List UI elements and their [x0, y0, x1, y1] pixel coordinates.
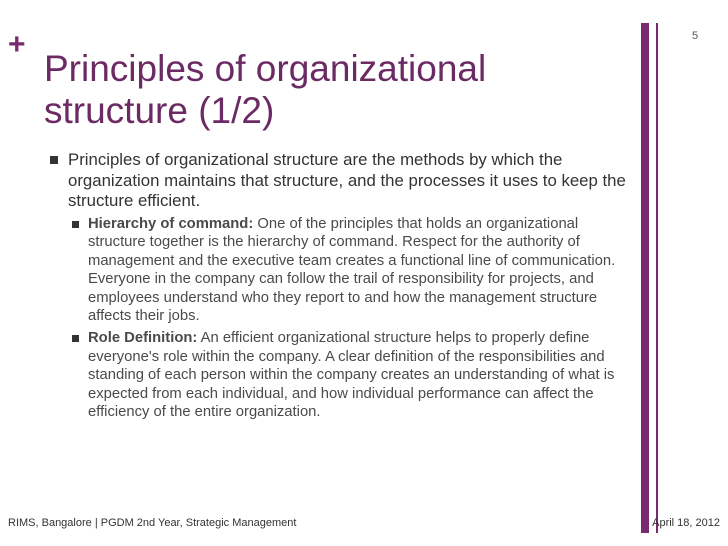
footer-source: RIMS, Bangalore | PGDM 2nd Year, Strategic Management	[8, 517, 297, 529]
square-bullet-icon	[50, 156, 58, 164]
list-item	[46, 150, 636, 422]
sub-bullet-term: Hierarchy of command:	[88, 215, 254, 232]
plus-icon: +	[8, 28, 26, 61]
content-list	[46, 150, 636, 422]
bullet-text: Principles of organizational structure are the methods by which the organization maintains that structure, and the processes it uses to keep the structure efficient.	[68, 150, 626, 210]
accent-line	[656, 23, 658, 533]
sub-bullet-text: An efficient organizational structure helps to properly define everyone's role within the company. A clear definition of the responsibilities and standing of each person within the company creates an understanding of what is expected from each individual, and how individual performance can affect the efficiency of the entire organization.	[88, 330, 615, 421]
page-number: 5	[691, 30, 699, 42]
footer-date: April 18, 2012	[652, 517, 720, 529]
sub-bullet-text: One of the principles that holds an organizational structure together is the hierarchy of command. Respect for the authority of management and the executive team creates a functional line of communication. Everyone in the company can follow the trail of responsibility for projects, and employees understand who they report to and how the management structure affects their jobs.	[88, 215, 616, 325]
square-bullet-icon	[72, 335, 79, 342]
list-item	[68, 215, 636, 327]
slide-title: Principles of organizational structure (1/2)	[44, 48, 487, 131]
accent-bar	[641, 23, 649, 533]
sub-list	[68, 215, 636, 423]
square-bullet-icon	[72, 221, 79, 228]
list-item	[68, 329, 636, 422]
sub-bullet-term: Role Definition:	[88, 330, 198, 347]
